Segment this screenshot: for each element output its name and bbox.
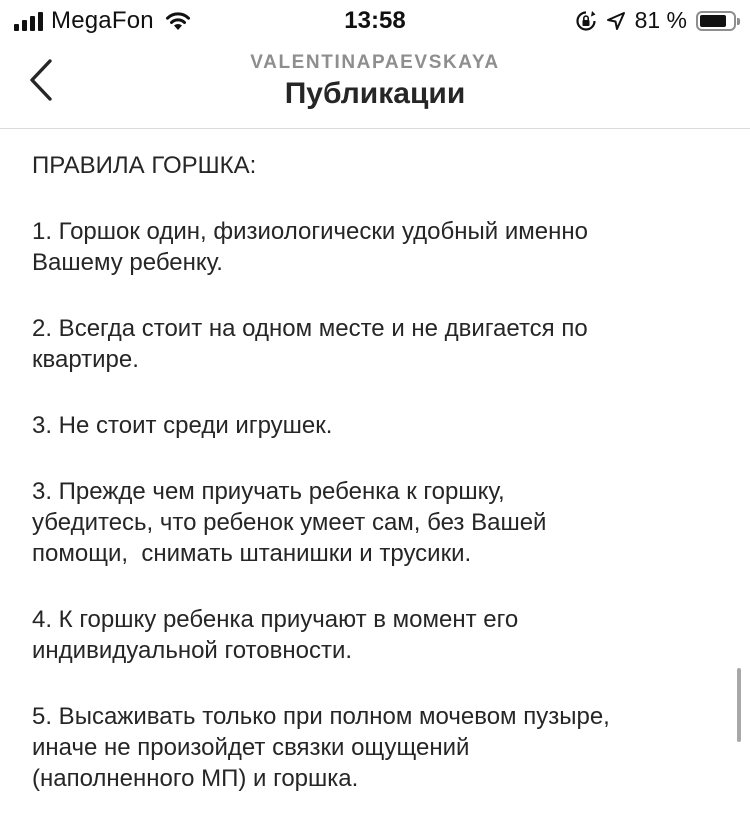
caption-rule: 5. Высаживать только при полном мочевом пузыре, иначе не произойдет связки ощущений (наполненного МП) и горшка. xyxy=(32,703,610,792)
post-caption xyxy=(32,150,712,829)
battery-level-fill xyxy=(700,15,726,27)
carrier-name: MegaFon xyxy=(51,7,154,34)
caption-rule: 4. К горшку ребенка приучают в момент его индивидуальной готовности. xyxy=(32,606,519,664)
location-arrow-icon xyxy=(606,11,626,31)
caption-rule: 3. Не стоит среди игрушек. xyxy=(32,412,333,439)
account-username: VALENTINAPAEVSKAYA xyxy=(250,52,500,73)
status-bar xyxy=(0,0,750,44)
page-title: Публикации xyxy=(284,77,466,110)
battery-percent: 81 % xyxy=(634,7,687,33)
scrollbar[interactable] xyxy=(737,668,741,742)
caption-rule: 1. Горшок один, физиологически удобный именно Вашему ребенку. xyxy=(32,218,588,276)
caption-rule: 2. Всегда стоит на одном месте и не двигается по квартире. xyxy=(32,315,588,373)
battery-tip xyxy=(737,18,740,25)
nav-header xyxy=(0,44,750,129)
caption-heading: ПРАВИЛА ГОРШКА: xyxy=(32,152,257,179)
battery-icon xyxy=(696,11,736,31)
orientation-lock-icon xyxy=(575,10,597,32)
caption-rule: 3. Прежде чем приучать ребенка к горшку, убедитесь, что ребенок умеет сам, без Вашей помощи, снимать штанишки и трусики. xyxy=(32,478,547,567)
status-bar-right xyxy=(575,7,736,34)
clock: 13:58 xyxy=(344,7,406,34)
